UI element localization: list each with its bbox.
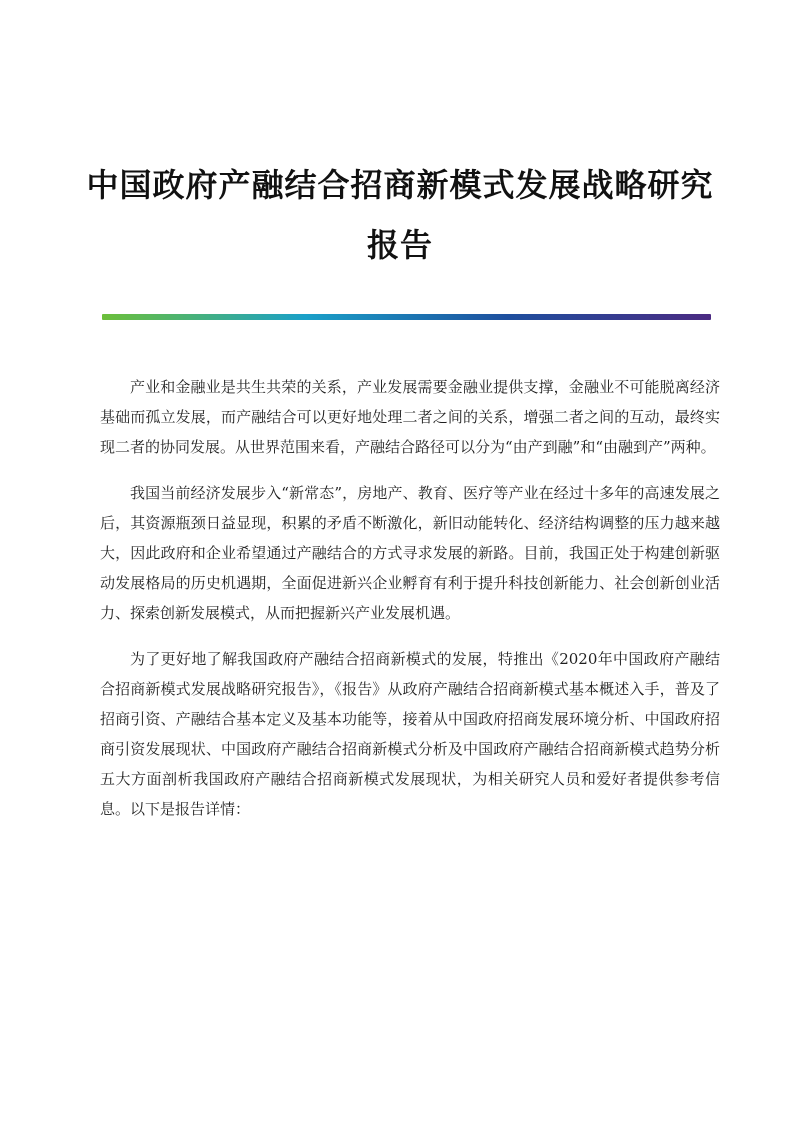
document-body <box>100 372 720 840</box>
body-paragraph-3: 为了更好地了解我国政府产融结合招商新模式的发展，特推出《2020年中国政府产融结合招商新模式发展战略研究报告》，《报告》从政府产融结合招商新模式基本概述入手，普及了招商引资、产融结合基本定义及基本功能等，接着从中国政府招商发展环境分析、中国政府招商引资发展现状、中国政府产融结合招商新模式分析及中国政府产融结合招商新模式趋势分析五大方面剖析我国政府产融结合招商新模式发展现状，为相关研究人员和爱好者提供参考信息。以下是报告详情： <box>100 650 720 818</box>
title-divider-gradient-bar <box>102 314 711 320</box>
document-title: 中国政府产融结合招商新模式发展战略研究报告 <box>86 166 714 264</box>
title-block <box>80 155 720 275</box>
body-paragraph-1: 产业和金融业是共生共荣的关系，产业发展需要金融业提供支撑，金融业不可能脱离经济基础而孤立发展，而产融结合可以更好地处理二者之间的关系，增强二者之间的互动，最终实现二者的协同发展。从世界范围来看，产融结合路径可以分为“由产到融”和“由融到产”两种。 <box>100 378 720 456</box>
body-paragraph-2: 我国当前经济发展步入“新常态”，房地产、教育、医疗等产业在经过十多年的高速发展之后，其资源瓶颈日益显现，积累的矛盾不断激化，新旧动能转化、经济结构调整的压力越来越大，因此政府和企业希望通过产融结合的方式寻求发展的新路。目前，我国正处于构建创新驱动发展格局的历史机遇期，全面促进新兴企业孵育有利于提升科技创新能力、社会创新创业活力、探索创新发展模式，从而把握新兴产业发展机遇。 <box>100 484 720 622</box>
